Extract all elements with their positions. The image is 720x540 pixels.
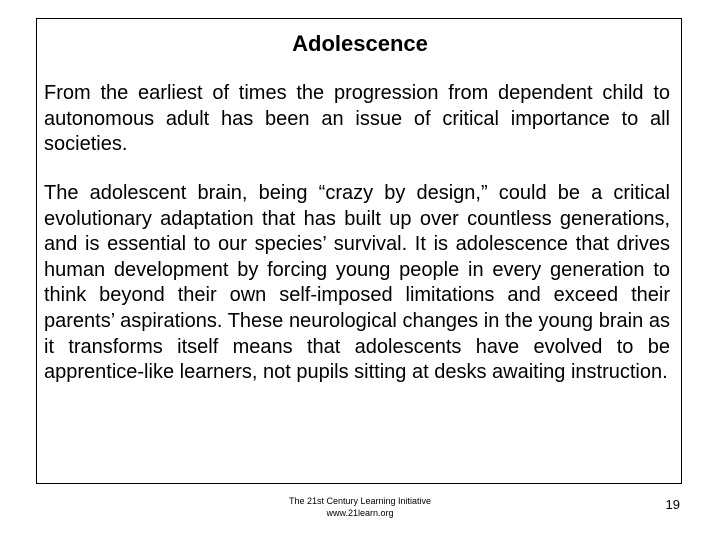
page-number: 19 (665, 497, 680, 512)
slide-title: Adolescence (292, 31, 428, 56)
footer-credit (258, 495, 462, 519)
body-paragraph-2: The adolescent brain, being “crazy by design,” could be a critical evolutionary adaptation that has built up over countless generations, and is essential to our species’ survival. It is adolescence that drives human development by forcing young people in every generation to think beyond their own self-imposed limitations and exceed their parents’ aspirations. These neurological changes in the young brain as it transforms itself means that adolescents have evolved to be apprentice-like learners, not pupils sitting at desks awaiting instruction. (44, 182, 670, 384)
body-paragraph-1: From the earliest of times the progression from dependent child to autonomous adult has been an issue of critical importance to all societies. (44, 82, 670, 156)
footer-website: www.21learn.org (326, 508, 394, 518)
footer-organization: The 21st Century Learning Initiative (288, 496, 432, 506)
